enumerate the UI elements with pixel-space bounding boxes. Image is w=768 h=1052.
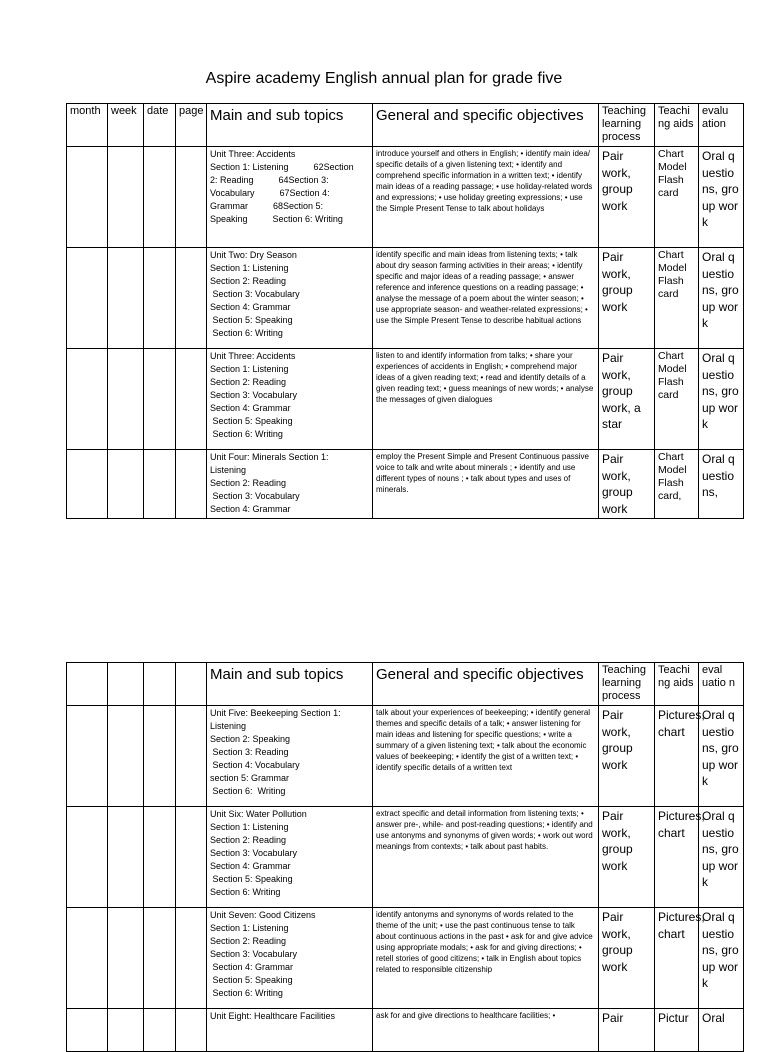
cell-month <box>67 807 108 908</box>
cell-date <box>144 147 176 248</box>
annual-plan-table-1 <box>66 103 744 519</box>
cell-evaluation: Oral questions, group work <box>699 706 744 807</box>
header-week: week <box>108 104 144 147</box>
cell-week <box>108 807 144 908</box>
cell-evaluation: Oral questions, group work <box>699 349 744 450</box>
header-date: date <box>144 104 176 147</box>
cell-week <box>108 450 144 519</box>
header-teaching-process: Teaching learning process <box>599 104 655 147</box>
header-objectives: General and specific objectives <box>373 663 599 706</box>
header-main-topics: Main and sub topics <box>207 104 373 147</box>
cell-topics: Unit Five: Beekeeping Section 1: Listening Section 2: Speaking Section 3: Reading Section 4: Vocabulary section 5: Grammar Section 6: Writing <box>207 706 373 807</box>
header-page: page <box>176 104 207 147</box>
cell-teaching: Pair work, group work <box>599 147 655 248</box>
cell-topics: Unit Eight: Healthcare Facilities <box>207 1009 373 1052</box>
cell-date <box>144 706 176 807</box>
cell-week <box>108 147 144 248</box>
cell-topics: Unit Seven: Good Citizens Section 1: Listening Section 2: Reading Section 3: Vocabulary Section 4: Grammar Section 5: Speaking Section 6: Writing <box>207 908 373 1009</box>
cell-aids: Chart Model Flash card, <box>655 450 699 519</box>
table-row <box>67 807 744 908</box>
cell-page <box>176 1009 207 1052</box>
annual-plan-table-2 <box>66 662 744 1052</box>
cell-teaching: Pair work, group work <box>599 450 655 519</box>
cell-objectives: talk about your experiences of beekeeping; • identify general themes and specific details of a talk; • answer listening for main ideas and listening for specific questions; • write a summary of a given listening text; • talk about the economic values of beekeeping; • identify the gist of a written text; • identify specific details of a written text <box>373 706 599 807</box>
cell-objectives: employ the Present Simple and Present Continuous passive voice to talk and write about minerals ; • identify and use different types of nouns ; • talk about types and uses of minerals. <box>373 450 599 519</box>
cell-topics: Unit Three: Accidents Section 1: Listening 62Section 2: Reading 64Section 3: Vocabulary 67Section 4: Grammar 68Section 5: Speaking Section 6: Writing <box>207 147 373 248</box>
header-date <box>144 663 176 706</box>
cell-page <box>176 706 207 807</box>
cell-date <box>144 807 176 908</box>
cell-aids: Chart Model Flash card <box>655 349 699 450</box>
cell-date <box>144 1009 176 1052</box>
cell-week <box>108 706 144 807</box>
header-month <box>67 663 108 706</box>
cell-evaluation: Oral questions, <box>699 450 744 519</box>
cell-objectives: listen to and identify information from talks; • share your experiences of accidents in English; • comprehend major ideas of a given reading text; • read and identify details of a given reading text; • guess meanings of new words; • analyse the messages of given dialogues <box>373 349 599 450</box>
cell-teaching: Pair work, group work, a star <box>599 349 655 450</box>
cell-month <box>67 248 108 349</box>
header-row <box>67 663 744 706</box>
header-teaching-aids: Teachi ng aids <box>655 104 699 147</box>
header-row <box>67 104 744 147</box>
cell-date <box>144 450 176 519</box>
cell-evaluation: Oral questions, group work <box>699 248 744 349</box>
header-evaluation: evalu ation <box>699 104 744 147</box>
cell-week <box>108 349 144 450</box>
header-page <box>176 663 207 706</box>
cell-evaluation: Oral questions, group work <box>699 807 744 908</box>
cell-evaluation: Oral questions, group work <box>699 908 744 1009</box>
cell-date <box>144 349 176 450</box>
table-row <box>67 450 744 519</box>
cell-week <box>108 1009 144 1052</box>
cell-date <box>144 248 176 349</box>
cell-objectives: introduce yourself and others in English; • identify main idea/ specific details of a given listening text; • identify and comprehend specific information in a written text; • identify main ideas of a reading passage; • use holiday-related words and expressions; • use holiday greeting expressions; • use the Simple Present Tense to talk about holidays <box>373 147 599 248</box>
cell-topics: Unit Two: Dry Season Section 1: Listening Section 2: Reading Section 3: Vocabulary Section 4: Grammar Section 5: Speaking Section 6: Writing <box>207 248 373 349</box>
table-row <box>67 248 744 349</box>
header-teaching-aids: Teachi ng aids <box>655 663 699 706</box>
cell-teaching: Pair work, group work <box>599 706 655 807</box>
cell-week <box>108 248 144 349</box>
table-row <box>67 147 744 248</box>
cell-teaching: Pair <box>599 1009 655 1052</box>
cell-aids: Chart Model Flash card <box>655 248 699 349</box>
cell-topics: Unit Three: Accidents Section 1: Listening Section 2: Reading Section 3: Vocabulary Section 4: Grammar Section 5: Speaking Section 6: Writing <box>207 349 373 450</box>
cell-page <box>176 807 207 908</box>
cell-objectives: extract specific and detail information from listening texts; • answer pre-, while- and post-reading questions; • identify and use antonyms and synonyms of given words; • work out word meanings from contexts; • talk about past habits. <box>373 807 599 908</box>
table-row <box>67 706 744 807</box>
header-teaching-process: Teaching learning process <box>599 663 655 706</box>
cell-month <box>67 147 108 248</box>
header-week <box>108 663 144 706</box>
table-row <box>67 1009 744 1052</box>
cell-month <box>67 450 108 519</box>
cell-aids: Chart Model Flash card <box>655 147 699 248</box>
cell-month <box>67 908 108 1009</box>
header-evaluation: eval uatio n <box>699 663 744 706</box>
header-main-topics: Main and sub topics <box>207 663 373 706</box>
cell-page <box>176 147 207 248</box>
cell-week <box>108 908 144 1009</box>
header-objectives: General and specific objectives <box>373 104 599 147</box>
table-row <box>67 349 744 450</box>
cell-evaluation: Oral questions, group work <box>699 147 744 248</box>
cell-aids: Pictures, chart <box>655 706 699 807</box>
cell-page <box>176 908 207 1009</box>
page-title: Aspire academy English annual plan for grade five <box>205 70 563 87</box>
cell-page <box>176 450 207 519</box>
cell-page <box>176 349 207 450</box>
table-row <box>67 908 744 1009</box>
cell-aids: Pictures, chart <box>655 807 699 908</box>
header-month: month <box>67 104 108 147</box>
cell-date <box>144 908 176 1009</box>
cell-objectives: identify antonyms and synonyms of words related to the theme of the unit; • use the past continuous tense to talk about continuous actions in the past • ask for and give advice using appropriate modals; • ask for and giving directions; • retell stories of good citizens; • talk in English about topics related to responsible citizenship <box>373 908 599 1009</box>
cell-page <box>176 248 207 349</box>
cell-topics: Unit Four: Minerals Section 1: Listening Section 2: Reading Section 3: Vocabulary Section 4: Grammar <box>207 450 373 519</box>
cell-topics: Unit Six: Water Pollution Section 1: Listening Section 2: Reading Section 3: Vocabulary Section 4: Grammar Section 5: Speaking Section 6: Writing <box>207 807 373 908</box>
cell-objectives: identify specific and main ideas from listening texts; • talk about dry season farming activities in their areas; • identify specific and major ideas of a reading passage; • answer reference and inference questions on a reading passage; • analyse the message of a poem about the winter season; • use appropriate season- and weather-related expressions; • use the Simple Present Tense to describe habitual actions <box>373 248 599 349</box>
cell-teaching: Pair work, group work <box>599 807 655 908</box>
cell-aids: Pictures, chart <box>655 908 699 1009</box>
cell-month <box>67 706 108 807</box>
cell-objectives: ask for and give directions to healthcare facilities; • <box>373 1009 599 1052</box>
cell-teaching: Pair work, group work <box>599 248 655 349</box>
cell-aids: Pictur <box>655 1009 699 1052</box>
cell-teaching: Pair work, group work <box>599 908 655 1009</box>
cell-month <box>67 1009 108 1052</box>
cell-evaluation: Oral <box>699 1009 744 1052</box>
cell-month <box>67 349 108 450</box>
